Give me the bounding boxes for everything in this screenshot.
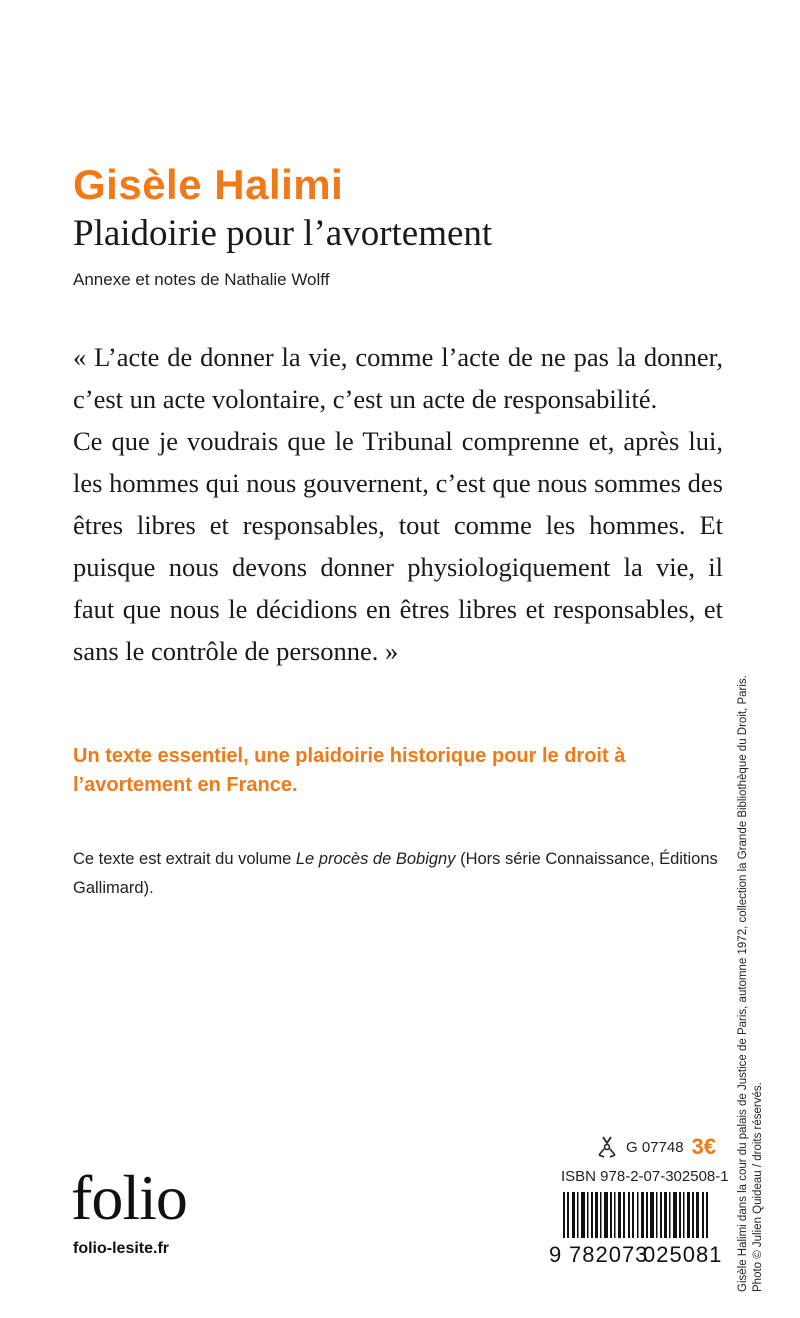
highlight-blurb: Un texte essentiel, une plaidoirie historique pour le droit à l’avortement en France. <box>73 745 626 796</box>
extract-volume-title: Le procès de Bobigny <box>295 850 456 868</box>
author-name: Gisèle Halimi <box>73 161 344 208</box>
book-title: Plaidoirie pour l’avortement <box>73 213 493 254</box>
extract-note <box>73 845 733 903</box>
photo-credit <box>736 612 766 1292</box>
quote-paragraph-1: « L’acte de donner la vie, comme l’acte de ne pas la donner, c’est un acte volontaire, c’est un acte de responsabilité. <box>73 342 723 414</box>
product-code: G 07748 <box>626 1138 684 1156</box>
barcode-group-2: 025081 <box>643 1242 723 1267</box>
barcode-digits <box>549 1238 721 1272</box>
folio-logo: folio <box>71 1162 187 1233</box>
website-link[interactable]: folio-lesite.fr <box>73 1240 170 1257</box>
isbn: ISBN 978-2-07-302508-1 <box>561 1168 729 1185</box>
price: 3€ <box>691 1134 717 1159</box>
photo-credit-line-2: Photo © Julien Quideau / droits réservés. <box>752 1082 764 1292</box>
quote-block <box>73 336 723 672</box>
barcode-first-digit: 9 <box>549 1242 562 1267</box>
barcode-group-1: 782073 <box>569 1242 649 1267</box>
notes-credit: Annexe et notes de Nathalie Wolff <box>73 270 330 289</box>
extract-text-after: (Hors série Connaissance, Éditions Gallimard). <box>73 850 718 897</box>
photo-credit-line-1: Gisèle Halimi dans la cour du palais de Justice de Paris, automne 1972, collection la Grande Bibliothèque du Droit, Paris. <box>737 675 749 1292</box>
quote-paragraph-2: Ce que je voudrais que le Tribunal comprenne et, après lui, les hommes qui nous gouvernent, c’est que nous sommes des êtres libres et responsables, tout comme les hommes. Et puisque nous devons donner physiologiquement la vie, il faut que nous le décidions en êtres libres et responsables, et sans le contrôle de personne. » <box>73 426 723 666</box>
extract-text-before: Ce texte est extrait du volume <box>73 850 296 868</box>
price-row <box>596 1134 716 1160</box>
fleuron-icon <box>596 1135 618 1159</box>
